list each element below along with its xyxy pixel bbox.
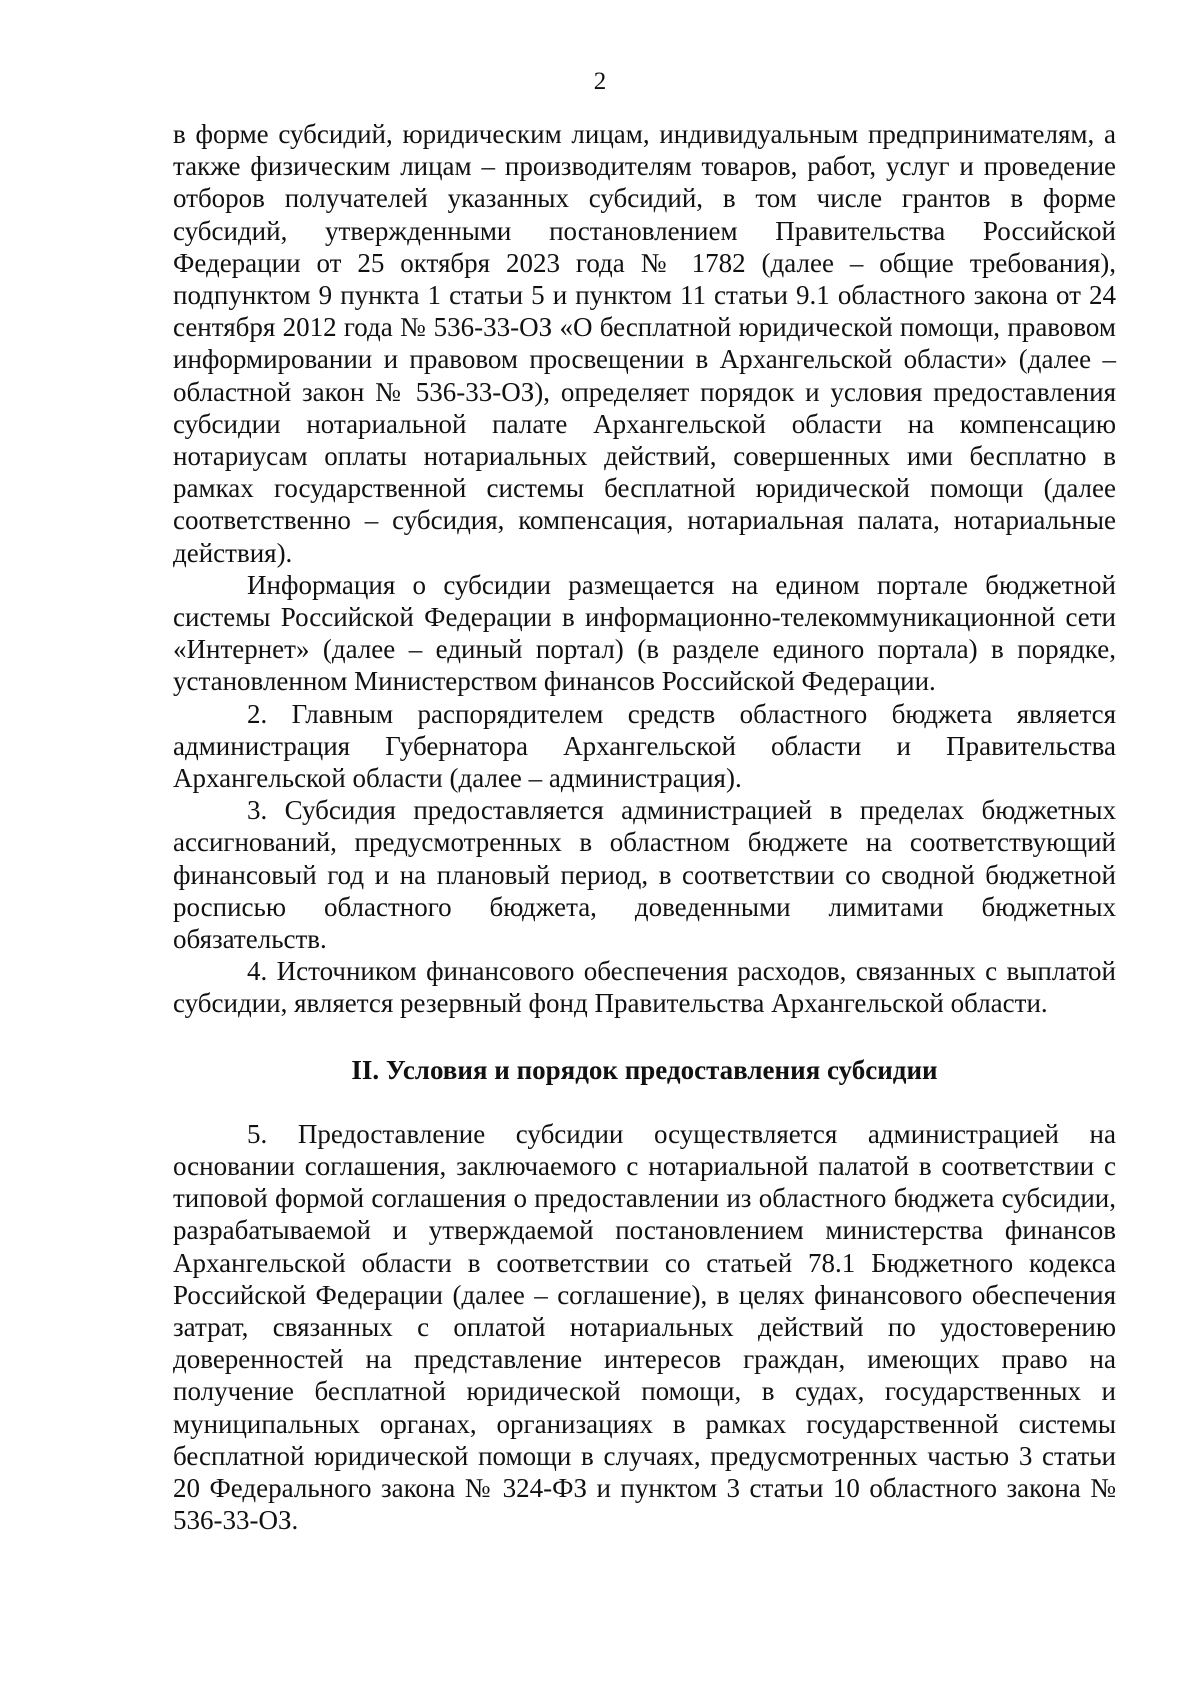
document-body [173, 118, 1116, 1536]
paragraph-item-5: 5. Предоставление субсидии осуществляется администрацией на основании соглашения, заключаемого с нотариальной палатой в соответствии с типовой формой соглашения о предоставлении из областного бюджета субсидии, разрабатываемой и утверждаемой постановлением министерства финансов Архангельской области в соответствии со статьей 78.1 Бюджетного кодекса Российской Федерации (далее – соглашение), в целях финансового обеспечения затрат, связанных с оплатой нотариальных действий по удостоверению доверенностей на представление интересов граждан, имеющих право на получение бесплатной юридической помощи, в судах, государственных и муниципальных органах, организациях в рамках государственной системы бесплатной юридической помощи в случаях, предусмотренных частью 3 статьи 20 Федерального закона № 324-ФЗ и пунктом 3 статьи 10 областного закона № 536-33-ОЗ. [173, 1118, 1116, 1536]
paragraph-item-3: 3. Субсидия предоставляется администрацией в пределах бюджетных ассигнований, предусмотренных в областном бюджете на соответствующий финансовый год и на плановый период, в соответствии со сводной бюджетной росписью областного бюджета, доведенными лимитами бюджетных обязательств. [173, 795, 1116, 955]
paragraph-continuation: в форме субсидий, юридическим лицам, индивидуальным предпринимателям, а также физическим лицам – производителям товаров, работ, услуг и проведение отборов получателей указанных субсидий, в том числе грантов в форме субсидий, утвержденными постановлением Правительства Российской Федерации от 25 октября 2023 года № 1782 (далее – общие требования), подпунктом 9 пункта 1 статьи 5 и пунктом 11 статьи 9.1 областного закона от 24 сентября 2012 года № 536-33-ОЗ «О бесплатной юридической помощи, правовом информировании и правовом просвещении в Архангельской области» (далее – областной закон № 536-33-ОЗ), определяет порядок и условия предоставления субсидии нотариальной палате Архангельской области на компенсацию нотариусам оплаты нотариальных действий, совершенных ими бесплатно в рамках государственной системы бесплатной юридической помощи (далее соответственно – субсидия, компенсация, нотариальная палата, нотариальные действия). [173, 119, 1116, 568]
paragraph-item-2: 2. Главным распорядителем средств областного бюджета является администрация Губернатора Архангельской области и Правительства Архангельской области (далее – администрация). [173, 698, 1116, 794]
section-heading: II. Условия и порядок предоставления субсидии [351, 1054, 938, 1085]
page-number: 2 [593, 68, 607, 95]
paragraph-portal-info: Информация о субсидии размещается на едином портале бюджетной системы Российской Федерации в информационно-телекоммуникационной сети «Интернет» (далее – единый портал) (в разделе единого портала) в порядке, установленном Министерством финансов Российской Федерации. [173, 569, 1116, 697]
paragraph-item-4: 4. Источником финансового обеспечения расходов, связанных с выплатой субсидии, является резервный фонд Правительства Архангельской области. [173, 956, 1116, 1019]
